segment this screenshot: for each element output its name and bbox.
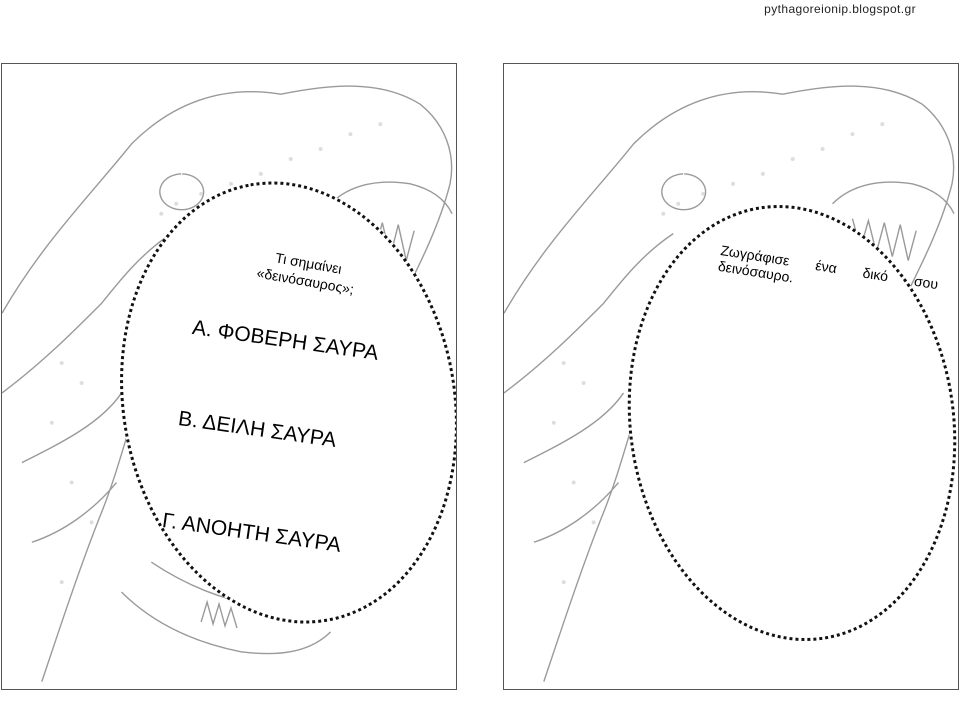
worksheet-card-drawing: [503, 63, 959, 690]
answer-option-c: Γ. ΑΝΟΗΤΗ ΣΑΥΡΑ: [160, 509, 343, 557]
instruction-text: Ζωγράφισε ένα δικό σου δεινόσαυρο.: [716, 242, 940, 293]
worksheet-card-question: [1, 63, 457, 690]
answer-option-b: Β. ΔΕΙΛΗ ΣΑΥΡΑ: [176, 407, 338, 452]
answer-option-a: Α. ΦΟΒΕΡΗ ΣΑΥΡΑ: [190, 316, 380, 365]
question-text: Τι σημαίνει «δεινόσαυρος»;: [255, 249, 356, 298]
site-url: pythagoreionip.blogspot.gr: [764, 2, 916, 16]
